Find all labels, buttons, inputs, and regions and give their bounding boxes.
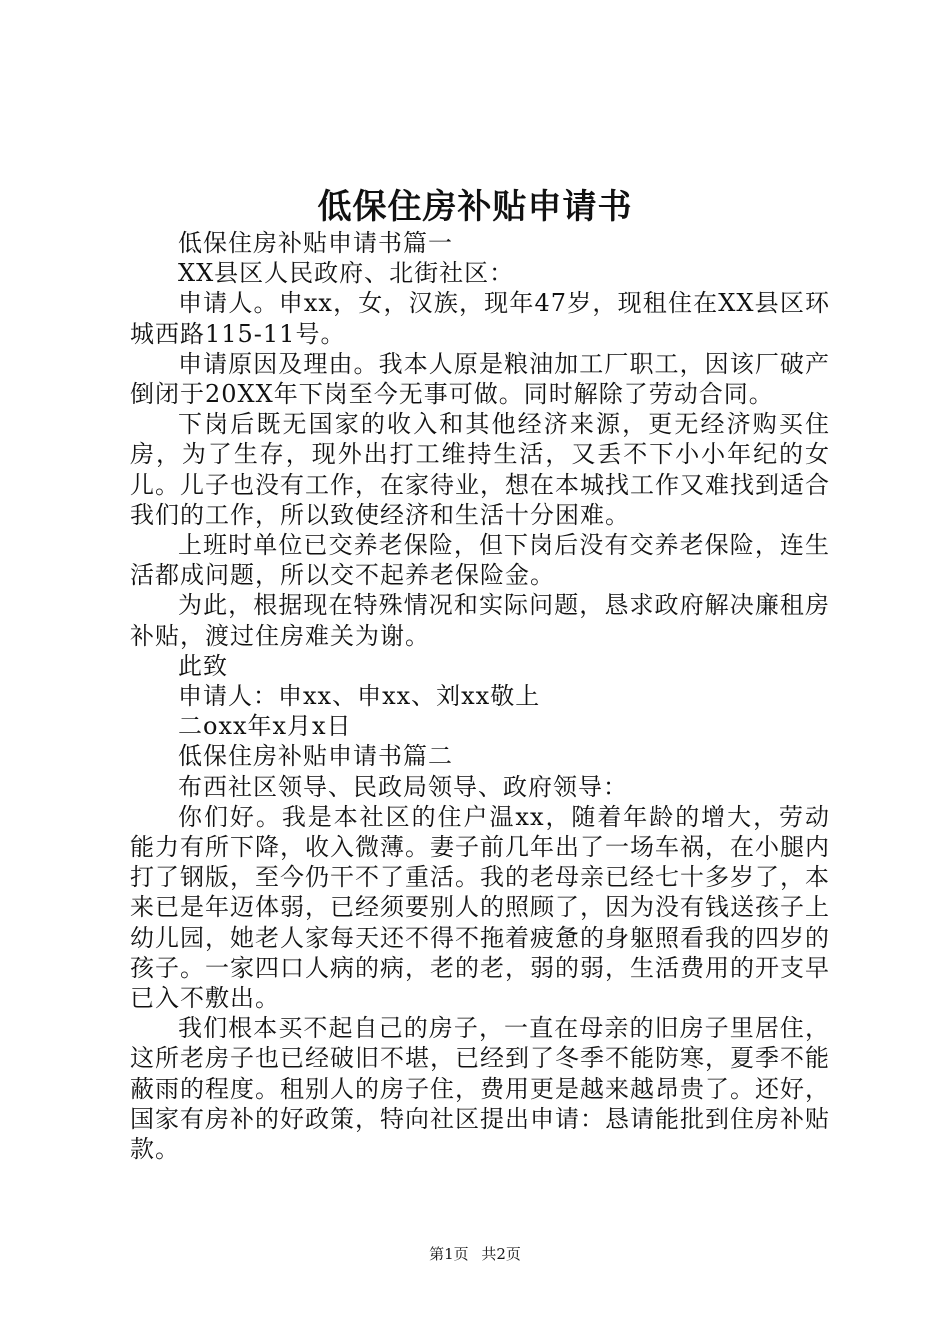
signature: 申请人：申xx、申xx、刘xx敬上 — [178, 682, 541, 711]
body-paragraph: 你们好。我是本社区的住户温xx，随着年龄的增大，劳动能力有所下降，收入微薄。妻子前几年出了一场车祸，在小腿内打了钢版，至今仍干不了重活。我的老母亲已经七十多岁了，本来已是年迈体弱，已经须要别人的照顾了，因为没有钱送孩子上幼儿园，她老人家每天还不得不拖着疲惫的身躯照看我的四岁的孩子。一家四口人病的病，老的老，弱的弱，生活费用的开支早已入不敷出。 — [130, 802, 830, 1013]
page-footer — [0, 1244, 950, 1264]
document-body — [130, 228, 830, 1164]
salutation-1: XX县区人民政府、北街社区： — [178, 259, 515, 288]
body-paragraph: 我们根本买不起自己的房子，一直在母亲的旧房子里居住，这所老房子也已经破旧不堪，已经到了冬季不能防寒，夏季不能蔽雨的程度。租别人的房子住，费用更是越来越昂贵了。还好，国家有房补的好政策，特向社区提出申请：恳请能批到住房补贴款。 — [130, 1014, 830, 1164]
body-paragraph: 申请人。申xx，女，汉族，现年47岁，现租住在XX县区环城西路115-11号。 — [130, 289, 830, 348]
body-paragraph: 申请原因及理由。我本人原是粮油加工厂职工，因该厂破产倒闭于20XX年下岗至今无事可做。同时解除了劳动合同。 — [130, 349, 830, 409]
document-title: 低保住房补贴申请书 — [317, 187, 633, 227]
page-number: 第1页 — [429, 1245, 469, 1263]
closing: 此致 — [178, 651, 228, 680]
body-paragraph: 为此，根据现在特殊情况和实际问题，恳求政府解决廉租房补贴，渡过住房难关为谢。 — [130, 591, 830, 650]
body-paragraph: 上班时单位已交养老保险，但下岗后没有交养老保险，连生活都成问题，所以交不起养老保险金。 — [130, 531, 830, 590]
page-total: 共2页 — [481, 1245, 521, 1263]
section-heading-1: 低保住房补贴申请书篇一 — [178, 229, 453, 257]
section-heading-2: 低保住房补贴申请书篇二 — [178, 742, 453, 771]
body-paragraph: 下岗后既无国家的收入和其他经济来源，更无经济购买住房，为了生存，现外出打工维持生活，又丢不下小小年纪的女儿。儿子也没有工作，在家待业，想在本城找工作又难找到适合我们的工作，所以致使经济和生活十分困难。 — [130, 410, 830, 529]
salutation-2: 布西社区领导、民政局领导、政府领导： — [178, 772, 628, 801]
date-line: 二oxx年x月x日 — [178, 712, 352, 741]
